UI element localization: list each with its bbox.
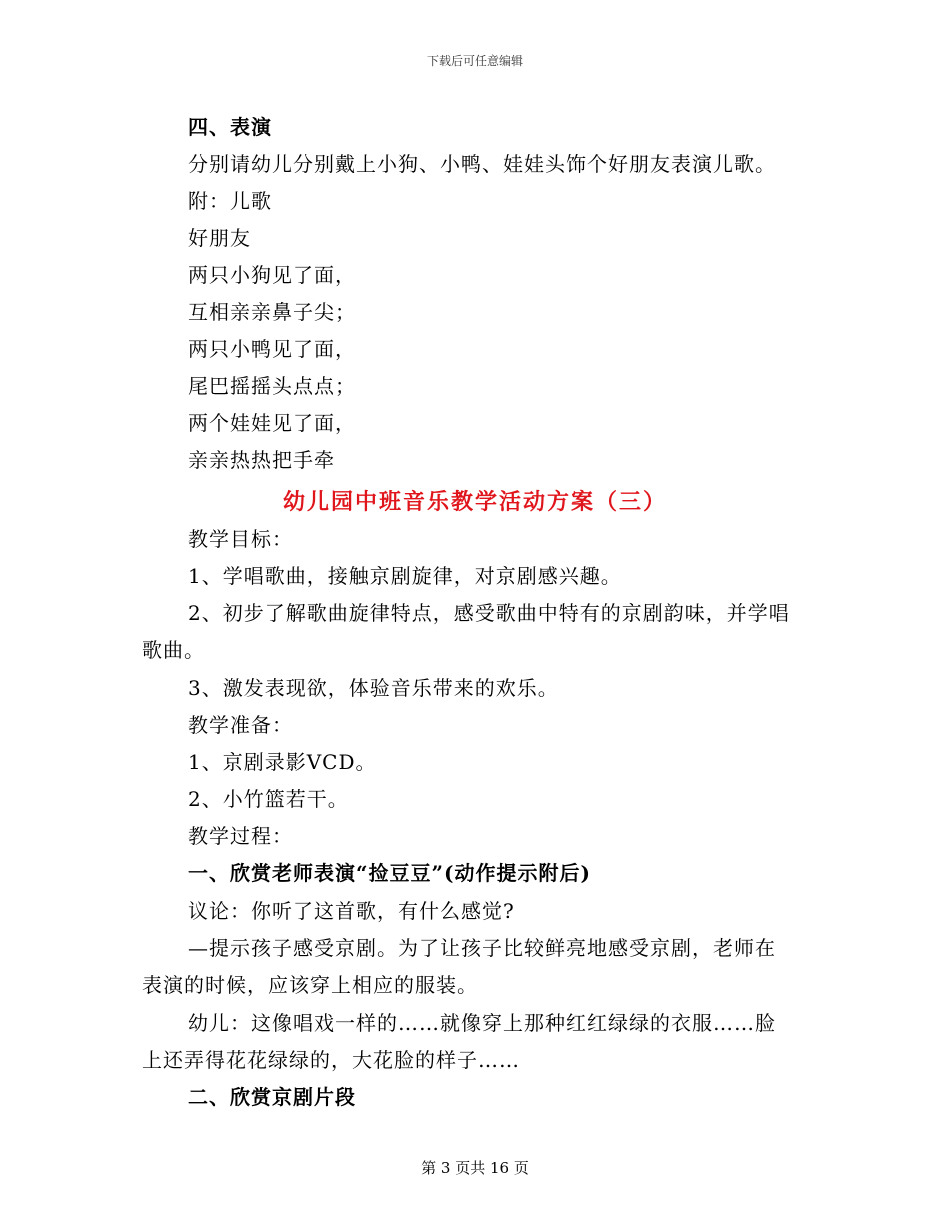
paragraph: 分别请幼儿分别戴上小狗、小鸭、娃娃头饰个好朋友表演儿歌。 xyxy=(188,152,776,176)
process-label: 教学过程： xyxy=(188,824,293,848)
prep-item: 1、京剧录影VCD。 xyxy=(188,750,377,774)
goal-item: 3、激发表现欲，体验音乐带来的欢乐。 xyxy=(188,676,559,700)
goal-item: 1、学唱歌曲，接触京剧旋律，对京剧感兴趣。 xyxy=(188,564,622,588)
song-line: 尾巴摇摇头点点； xyxy=(188,374,356,398)
prep-label: 教学准备： xyxy=(188,713,293,737)
page-header: 下载后可任意编辑 xyxy=(426,54,523,68)
step-heading: 一、欣赏老师表演“捡豆豆”(动作提示附后) xyxy=(188,861,591,885)
paragraph: 幼儿：这像唱戏一样的……就像穿上那种红红绿绿的衣服……脸 xyxy=(188,1011,776,1035)
goal-item-continued: 歌曲。 xyxy=(142,638,205,662)
paragraph: 议论：你听了这首歌，有什么感觉? xyxy=(188,899,515,923)
song-line: 两只小狗见了面， xyxy=(188,263,356,287)
step-heading: 二、欣赏京剧片段 xyxy=(188,1085,356,1109)
prep-item: 2、小竹篮若干。 xyxy=(188,787,349,811)
goals-label: 教学目标： xyxy=(188,527,293,551)
page-footer: 第 3 页共 16 页 xyxy=(421,1159,529,1177)
goal-item: 2、初步了解歌曲旋律特点，感受歌曲中特有的京剧韵味，并学唱 xyxy=(188,601,790,625)
song-title: 好朋友 xyxy=(188,226,251,250)
song-line: 亲亲热热把手牵 xyxy=(188,448,335,472)
paragraph: 表演的时候，应该穿上相应的服装。 xyxy=(142,973,478,997)
song-line: 互相亲亲鼻子尖； xyxy=(188,300,356,324)
paragraph: —提示孩子感受京剧。为了让孩子比较鲜亮地感受京剧，老师在 xyxy=(188,936,776,960)
song-line: 两只小鸭见了面， xyxy=(188,337,356,361)
document-title: 幼儿园中班音乐教学活动方案（三） xyxy=(282,489,667,515)
appendix-label: 附：儿歌 xyxy=(188,189,272,213)
section-heading: 四、表演 xyxy=(188,115,272,139)
song-line: 两个娃娃见了面， xyxy=(188,411,356,435)
paragraph: 上还弄得花花绿绿的，大花脸的样子…… xyxy=(142,1048,520,1072)
